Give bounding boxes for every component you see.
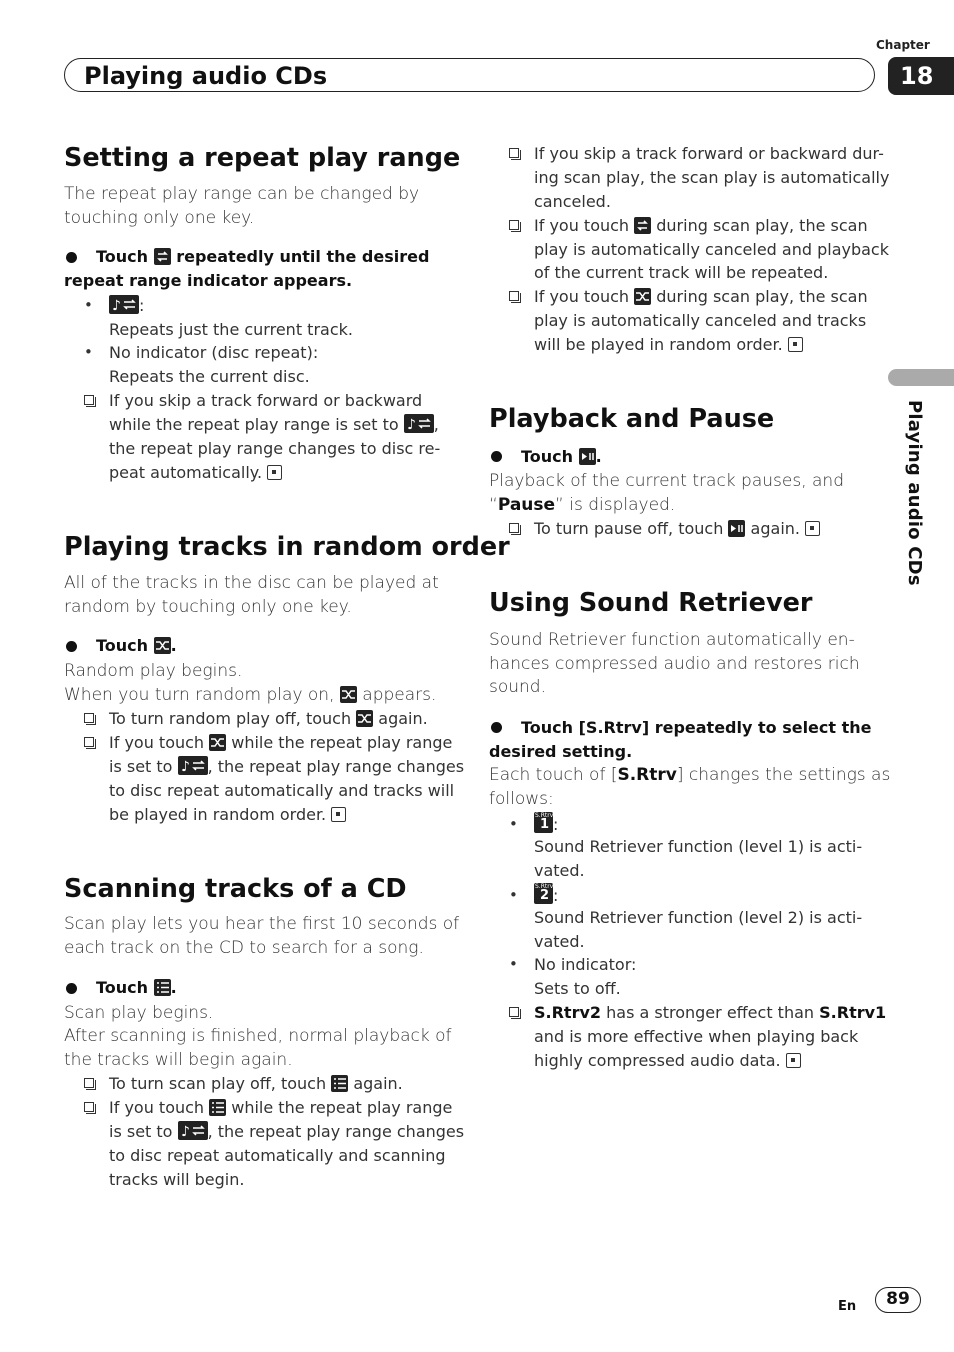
note-text: If you touch while the repeat play range <box>109 733 453 752</box>
end-mark-icon <box>267 465 282 480</box>
paragraph: “Pause” is displayed. <box>489 495 676 515</box>
note-text: If you touch while the repeat play range <box>109 1098 453 1117</box>
svg-text:♪: ♪ <box>112 298 121 314</box>
note-text: the repeat play range changes to disc re- <box>109 439 441 458</box>
random-icon <box>154 637 171 654</box>
note-marker <box>84 737 94 747</box>
paragraph: The repeat play range can be changed by <box>64 184 420 204</box>
paragraph: hances compressed audio and restores rich <box>489 654 860 674</box>
end-mark-icon <box>786 1053 801 1068</box>
step-bullet <box>66 983 77 994</box>
step-bullet <box>66 641 77 652</box>
random-icon <box>340 686 357 703</box>
note-text: If you skip a track forward or backward dur- <box>534 144 884 163</box>
note-text: to disc repeat automatically and tracks will <box>109 781 455 800</box>
note-marker <box>509 1007 519 1017</box>
paragraph: All of the tracks in the disc can be played at <box>64 573 439 593</box>
list-bullet: • <box>84 343 93 361</box>
note-marker <box>84 395 94 405</box>
note-marker <box>509 148 519 158</box>
repeat-icon <box>634 217 651 234</box>
random-icon <box>634 288 651 305</box>
track-repeat-icon <box>109 295 139 314</box>
scan-list-icon <box>209 1099 226 1116</box>
scan-list-icon <box>331 1075 348 1092</box>
paragraph: Scan play begins. <box>64 1003 214 1023</box>
step-instruction: Touch [S.Rtrv] repeatedly to select the <box>521 718 872 737</box>
track-repeat-icon <box>178 1121 208 1140</box>
play-pause-icon <box>728 520 745 537</box>
paragraph: touching only one key. <box>64 208 255 228</box>
list-bullet: • <box>84 296 93 314</box>
note-text: is set to ♪ , the repeat play range changes <box>109 1122 465 1141</box>
list-item: No indicator (disc repeat): <box>109 343 319 362</box>
list-item-desc: Repeats just the current track. <box>109 320 353 339</box>
note-text: is set to ♪ , the repeat play range changes <box>109 757 465 776</box>
note-text: If you skip a track forward or backward <box>109 391 423 410</box>
chapter-label: Chapter <box>876 38 930 52</box>
note-text: To turn scan play off, touch again. <box>109 1074 403 1093</box>
paragraph: Each touch of [S.Rtrv] changes the settings as <box>489 765 891 785</box>
side-tab-label: Playing audio CDs <box>904 400 925 586</box>
note-text: tracks will begin. <box>109 1170 245 1189</box>
svg-text:♪: ♪ <box>180 1124 190 1140</box>
list-item: S.Rtrv 2 : <box>535 883 559 905</box>
note-text: To turn random play off, touch again. <box>109 709 428 728</box>
step-instruction-cont: repeat range indicator appears. <box>64 271 353 290</box>
note-marker <box>84 1102 94 1112</box>
footer-language: En <box>838 1299 857 1314</box>
note-text: play is automatically canceled and tracks <box>534 311 867 330</box>
list-item: No indicator: <box>534 955 637 974</box>
list-bullet: • <box>509 886 518 904</box>
note-text: If you touch during scan play, the scan <box>534 287 868 306</box>
note-text: play is automatically canceled and playback <box>534 240 889 259</box>
note-text: ing scan play, the scan play is automatically <box>534 168 890 187</box>
step-bullet <box>491 722 502 733</box>
step-instruction: Touch repeatedly until the desired <box>96 247 430 266</box>
section-heading-pause: Playback and Pause <box>489 404 775 434</box>
list-item-desc: vated. <box>534 861 585 880</box>
list-bullet: • <box>509 955 518 973</box>
note-text: peat automatically. <box>109 461 282 485</box>
list-bullet: • <box>509 815 518 833</box>
note-text: If you touch during scan play, the scan <box>534 216 868 235</box>
paragraph: After scanning is finished, normal playback of <box>64 1026 452 1046</box>
step-instruction: Touch . <box>96 636 177 655</box>
paragraph: Random play begins. <box>64 661 243 681</box>
step-instruction: Touch . <box>96 978 177 997</box>
random-icon <box>356 710 373 727</box>
step-bullet <box>491 451 502 462</box>
paragraph: Playback of the current track pauses, and <box>489 471 844 491</box>
paragraph: random by touching only one key. <box>64 597 352 617</box>
svg-text:♪: ♪ <box>180 759 190 775</box>
side-tab-marker <box>888 369 954 386</box>
paragraph: sound. <box>489 677 547 697</box>
list-item-desc: Sound Retriever function (level 1) is acti- <box>534 837 863 856</box>
paragraph: follows: <box>489 789 554 809</box>
end-mark-icon <box>788 337 803 352</box>
note-text: while the repeat play range is set to ♪ , <box>109 415 439 434</box>
section-heading-retriever: Using Sound Retriever <box>489 588 813 618</box>
list-item: ♪ : <box>109 294 144 318</box>
note-text: of the current track will be repeated. <box>534 263 829 282</box>
step-bullet <box>66 252 77 263</box>
end-mark-icon <box>331 807 346 822</box>
note-text: S.Rtrv2 has a stronger effect than S.Rtrv1 <box>534 1003 887 1022</box>
paragraph: When you turn random play on, appears. <box>64 685 437 705</box>
note-text: to disc repeat automatically and scanning <box>109 1146 446 1165</box>
note-marker <box>84 1078 94 1088</box>
random-icon <box>209 734 226 751</box>
note-text: will be played in random order. <box>534 333 803 357</box>
paragraph: each track on the CD to search for a song. <box>64 938 424 958</box>
page-title: Playing audio CDs <box>84 62 328 90</box>
track-repeat-icon <box>404 414 434 433</box>
srtv-level1-icon: S.Rtrv 1 <box>535 812 554 832</box>
list-item-desc: Repeats the current disc. <box>109 367 310 386</box>
note-marker <box>509 220 519 230</box>
note-marker <box>509 523 519 533</box>
list-item-desc: vated. <box>534 932 585 951</box>
note-marker <box>509 291 519 301</box>
section-heading-scan: Scanning tracks of a CD <box>64 874 407 904</box>
end-mark-icon <box>805 521 820 536</box>
repeat-icon <box>154 248 171 265</box>
note-text: and is more effective when playing back <box>534 1027 859 1046</box>
step-instruction-cont: desired setting. <box>489 742 633 761</box>
srtv-level2-icon: S.Rtrv 2 <box>535 883 554 903</box>
play-pause-icon <box>579 448 596 465</box>
svg-text:♪: ♪ <box>406 417 416 433</box>
scan-list-icon <box>154 979 171 996</box>
note-text: highly compressed audio data. <box>534 1049 801 1073</box>
section-heading-repeat: Setting a repeat play range <box>64 143 461 173</box>
section-heading-random: Playing tracks in random order <box>64 532 510 562</box>
paragraph: Scan play lets you hear the first 10 seconds of <box>64 914 460 934</box>
track-repeat-icon <box>178 756 208 775</box>
note-text: To turn pause off, touch again. <box>534 517 820 541</box>
chapter-number: 18 <box>888 57 954 95</box>
paragraph: the tracks will begin again. <box>64 1050 293 1070</box>
page-number: 89 <box>875 1287 921 1313</box>
note-text: canceled. <box>534 192 611 211</box>
list-item: S.Rtrv 1 : <box>535 812 559 834</box>
step-instruction: Touch . <box>521 447 602 466</box>
note-text: be played in random order. <box>109 803 346 827</box>
list-item-desc: Sets to off. <box>534 979 621 998</box>
note-marker <box>84 713 94 723</box>
list-item-desc: Sound Retriever function (level 2) is acti- <box>534 908 863 927</box>
paragraph: Sound Retriever function automatically en- <box>489 630 855 650</box>
